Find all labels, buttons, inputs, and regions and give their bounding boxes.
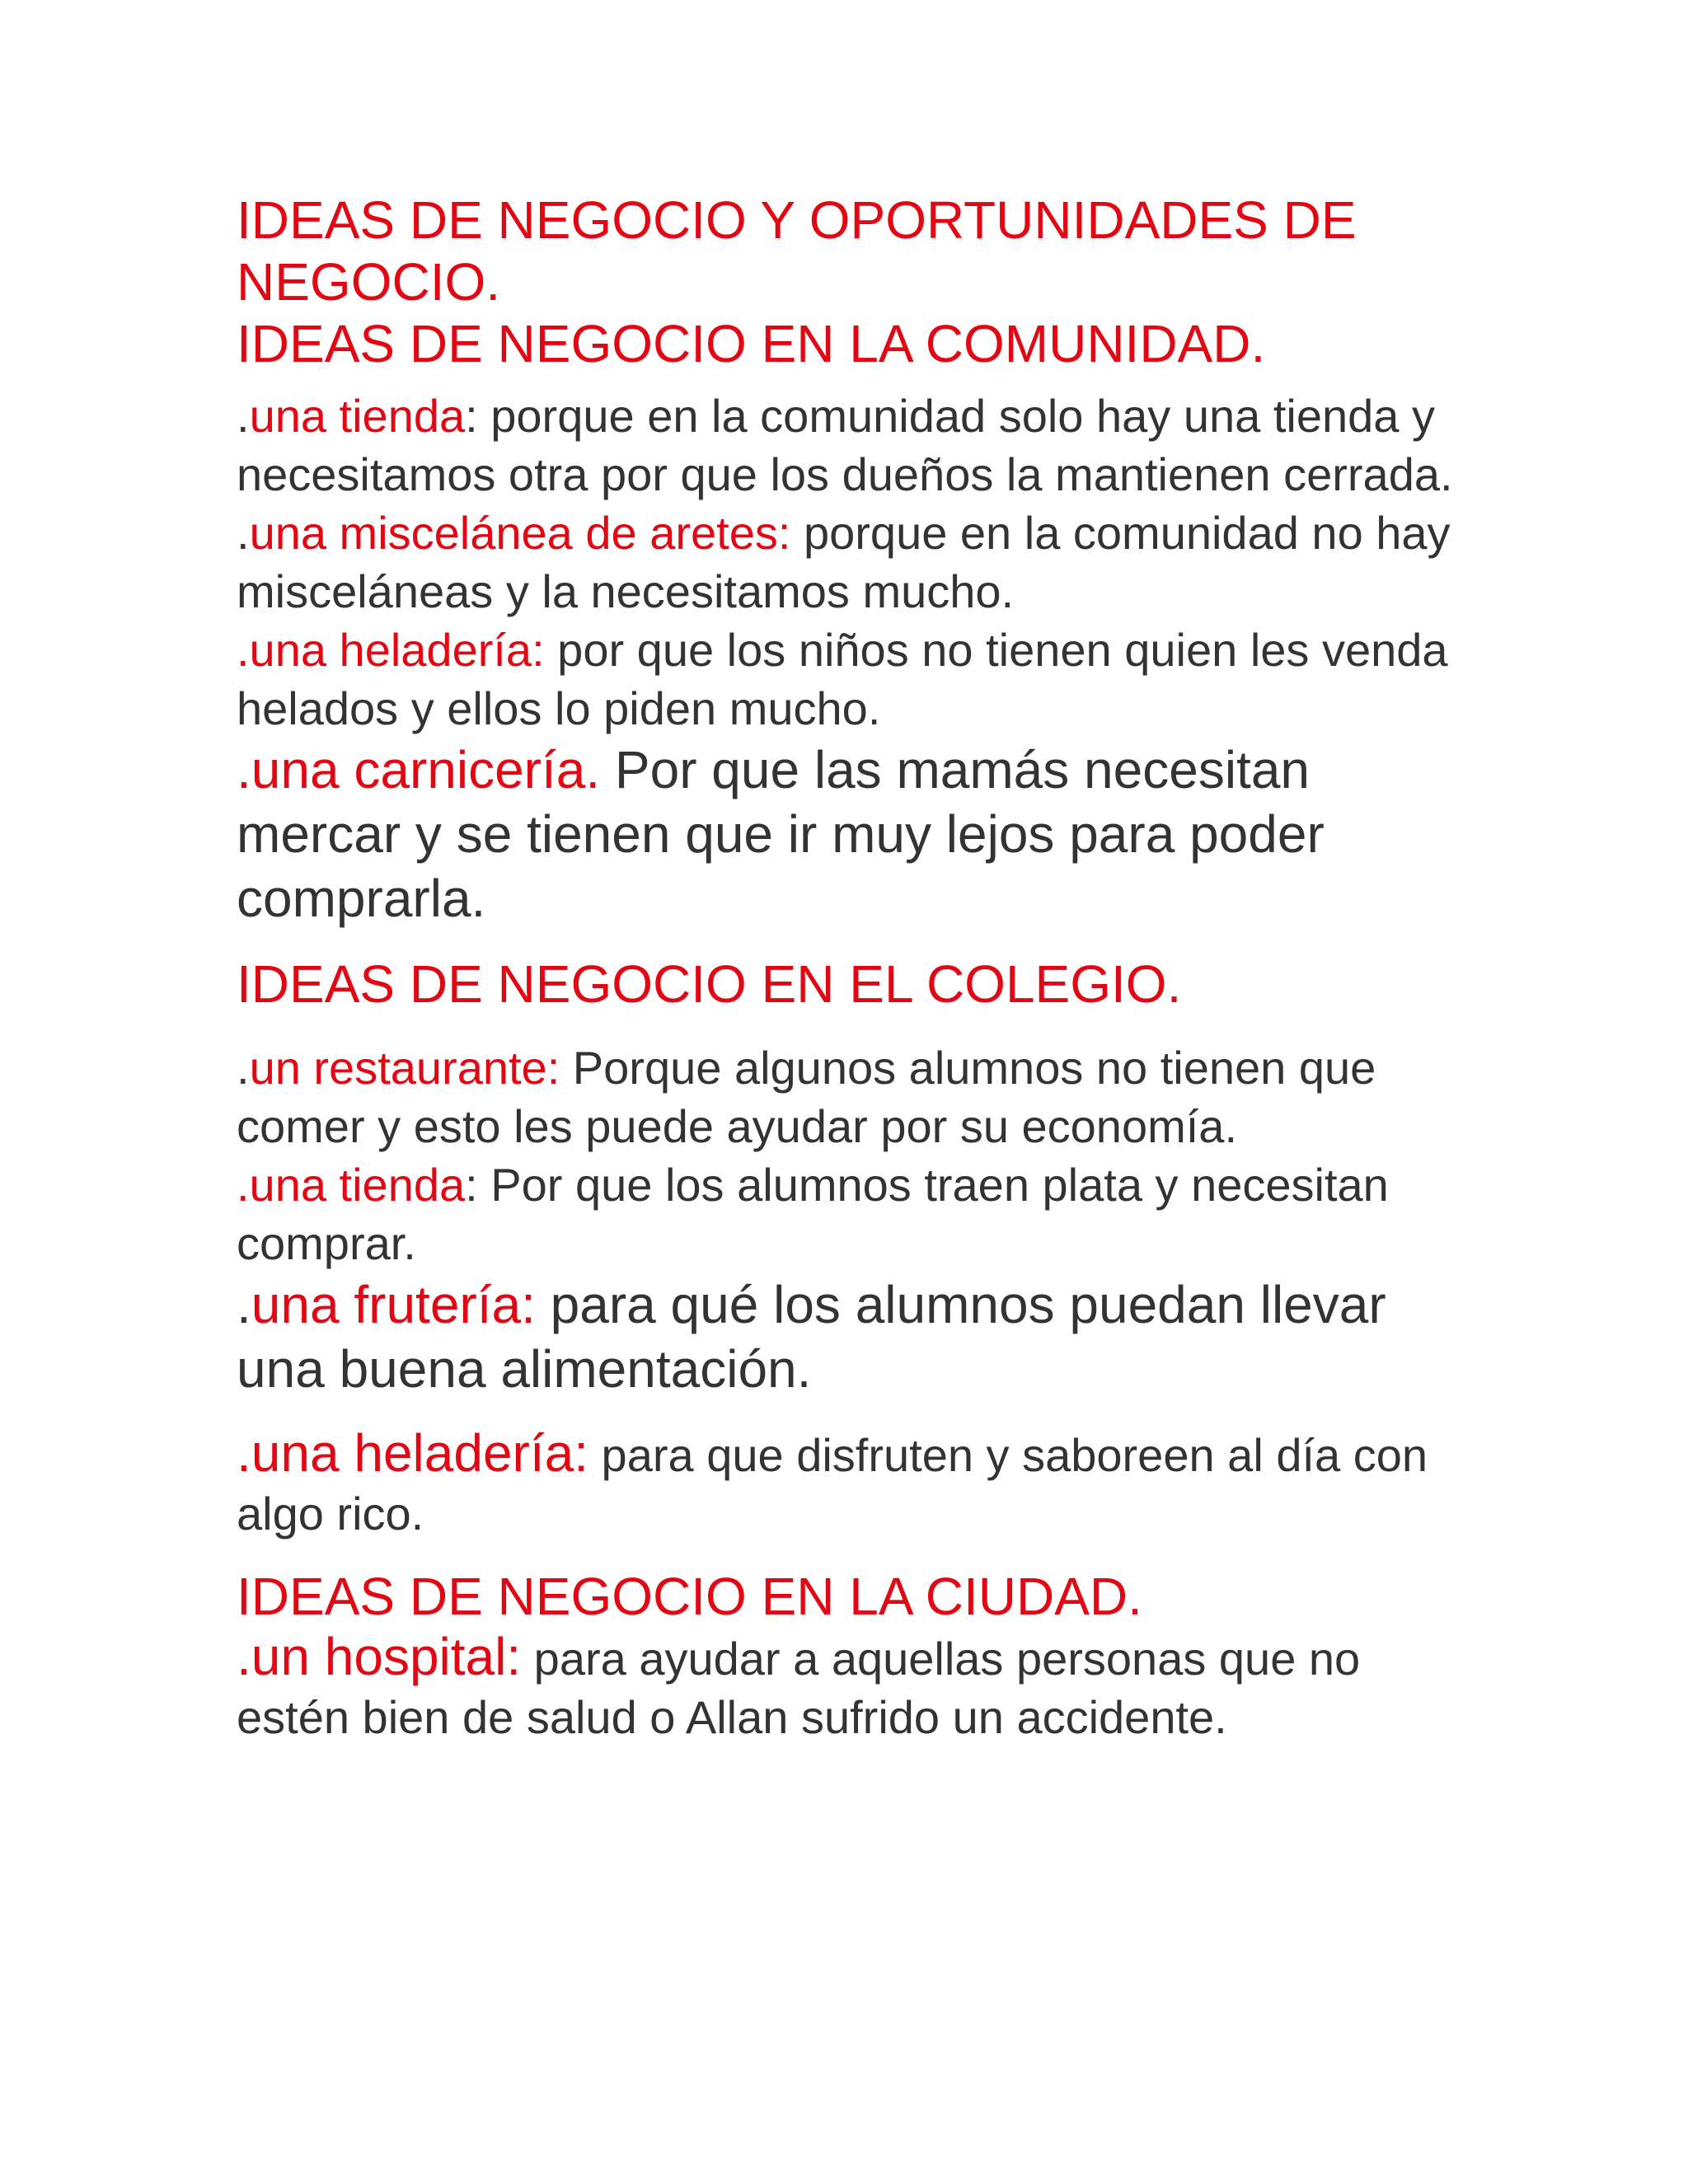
- list-item: [237, 1038, 1473, 1155]
- section-title-comunidad: IDEAS DE NEGOCIO EN LA COMUNIDAD.: [237, 314, 1266, 373]
- item-text: Por que los alumnos traen plata y necesitan comprar.: [237, 1159, 1389, 1269]
- bullet-dot: .: [237, 507, 250, 559]
- section-title-colegio: IDEAS DE NEGOCIO EN EL COLEGIO.: [237, 954, 1182, 1014]
- list-item: [237, 1424, 1473, 1543]
- item-label: .una heladería:: [237, 624, 545, 676]
- item-label: un restaurante:: [249, 1042, 560, 1094]
- item-label: .una carnicería.: [237, 740, 601, 799]
- item-text: para ayudar a aquellas personas que no estén bien de salud o Allan sufrido un accidente.: [237, 1633, 1361, 1743]
- list-item: [237, 387, 1473, 504]
- list-item: [237, 738, 1473, 930]
- bullet-dot: .: [237, 1275, 251, 1334]
- item-separator: :: [465, 1159, 478, 1211]
- item-label: .una heladería:: [237, 1423, 588, 1483]
- item-text: Por que las mamás necesitan mercar y se tienen que ir muy lejos para poder comprarla.: [237, 740, 1325, 928]
- item-label: .un hospital:: [237, 1627, 522, 1686]
- item-text: porque en la comunidad solo hay una tienda y necesitamos otra por que los dueños la mantienen cerrada.: [237, 390, 1453, 500]
- list-item: [237, 504, 1473, 621]
- item-separator: :: [777, 507, 791, 559]
- item-text: porque en la comunidad no hay misceláneas y la necesitamos mucho.: [237, 507, 1451, 617]
- list-item: [237, 621, 1473, 738]
- section-title-ciudad: IDEAS DE NEGOCIO EN LA CIUDAD.: [237, 1567, 1142, 1626]
- item-text: para que disfruten y saboreen al día con algo rico.: [237, 1429, 1428, 1540]
- list-item: [237, 1272, 1473, 1401]
- bullet-dot: .: [237, 390, 250, 442]
- item-label: una miscelánea de aretes: [249, 507, 778, 559]
- item-label: una tienda: [249, 390, 466, 442]
- bullet-dot: .: [237, 1042, 250, 1094]
- document-title: IDEAS DE NEGOCIO Y OPORTUNIDADES DE NEGOCIO.: [237, 190, 1357, 312]
- item-text: Porque algunos alumnos no tienen que comer y esto les puede ayudar por su economía.: [237, 1042, 1376, 1152]
- item-label: una frutería:: [251, 1275, 536, 1334]
- list-item: [237, 1155, 1473, 1272]
- list-item: [237, 1628, 1473, 1746]
- item-text: por que los niños no tienen quien les venda helados y ellos lo piden mucho.: [237, 624, 1448, 734]
- item-separator: :: [465, 390, 478, 442]
- item-text: para qué los alumnos puedan llevar una buena alimentación.: [237, 1275, 1386, 1399]
- document-page: [237, 190, 1473, 1746]
- item-label: .una tienda: [237, 1159, 466, 1211]
